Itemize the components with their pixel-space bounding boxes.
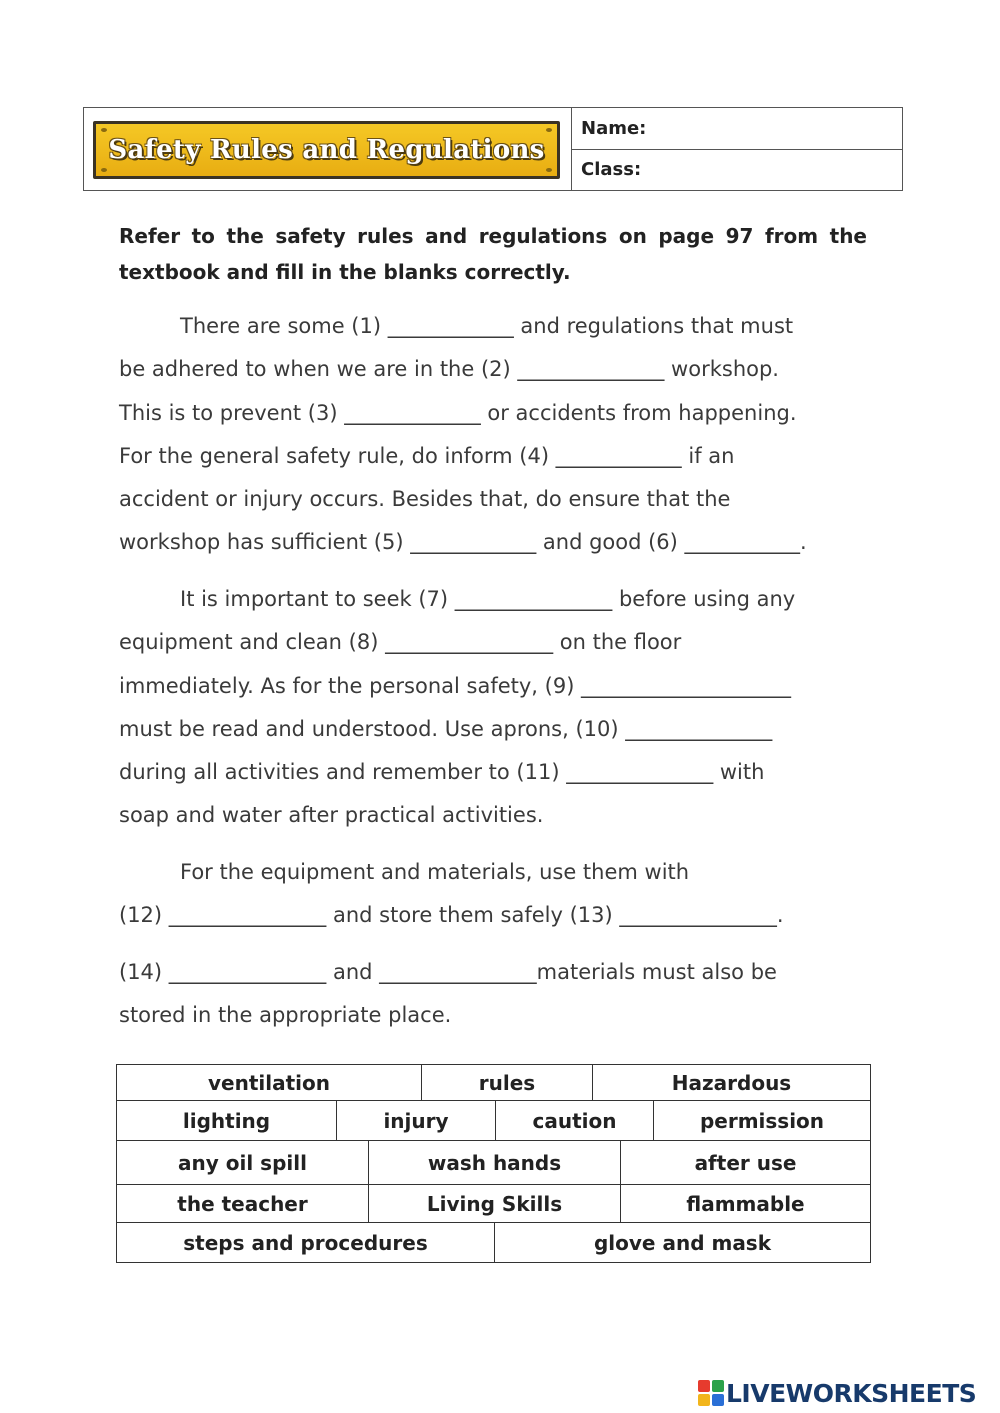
bolt-icon	[546, 128, 552, 132]
word-bank-cell[interactable]: Hazardous	[592, 1065, 870, 1100]
paragraph-line: soap and water after practical activities.	[119, 803, 544, 828]
word-bank-row	[117, 1140, 870, 1184]
paragraph-line: (14) _______________ and _______________materials must also be	[119, 960, 777, 984]
paragraph-line: stored in the appropriate place.	[119, 1003, 452, 1028]
paragraph-1	[119, 305, 879, 565]
word-bank-cell[interactable]: after use	[620, 1141, 870, 1184]
bolt-icon	[101, 168, 107, 172]
word-bank-row	[117, 1184, 870, 1222]
liveworksheets-logo[interactable]	[698, 1376, 976, 1410]
paragraph-line: be adhered to when we are in the (2) ______________ workshop.	[119, 357, 779, 382]
bolt-icon	[546, 168, 552, 172]
word-bank-cell[interactable]: lighting	[182, 1108, 271, 1133]
word-bank-cell[interactable]: wash hands	[368, 1141, 620, 1184]
student-fields	[572, 108, 902, 190]
banner-cell	[84, 108, 572, 190]
name-field[interactable]: Name:	[581, 117, 647, 139]
paragraph-line: For the general safety rule, do inform (4) ____________ if an	[119, 443, 735, 468]
word-bank-cell[interactable]: steps and procedures	[183, 1230, 428, 1255]
paragraph-line: must be read and understood. Use aprons, (10) ______________	[119, 716, 773, 741]
bolt-icon	[101, 128, 107, 132]
paragraph-line: equipment and clean (8) ________________ on the floor	[119, 630, 682, 655]
liveworksheets-icon	[698, 1380, 724, 1406]
paragraph-line: It is important to seek (7) _______________ before using any	[180, 587, 796, 611]
logo-square	[712, 1380, 724, 1392]
paragraph-line: (12) _______________ and store them safely (13) _______________.	[119, 903, 784, 928]
word-bank-cell[interactable]: permission	[653, 1101, 870, 1140]
logo-square	[712, 1394, 724, 1406]
paragraph-line: during all activities and remember to (11) ______________ with	[119, 760, 765, 785]
worksheet-title: Safety Rules and Regulations	[108, 135, 545, 165]
paragraph-line: There are some (1) ____________ and regulations that must	[180, 314, 794, 338]
logo-square	[698, 1394, 710, 1406]
instructions: Refer to the safety rules and regulations on page 97 from the textbook and fill in the blanks correctly.	[119, 224, 867, 284]
word-bank-row	[117, 1065, 870, 1100]
word-bank-cell[interactable]: any oil spill	[178, 1150, 307, 1175]
worksheet-header	[83, 107, 903, 191]
brand-name: LIVEWORKSHEETS	[726, 1378, 977, 1408]
word-bank-cell[interactable]: injury	[336, 1101, 495, 1140]
class-field[interactable]: Class:	[572, 149, 902, 191]
paragraph-line: This is to prevent (3) _____________ or accidents from happening.	[119, 400, 797, 425]
word-bank-cell[interactable]: the teacher	[177, 1191, 308, 1216]
title-banner	[93, 121, 560, 179]
logo-square	[698, 1380, 710, 1392]
paragraph-3	[119, 851, 879, 938]
word-bank-row	[117, 1100, 870, 1140]
word-bank-cell[interactable]: rules	[421, 1065, 592, 1100]
word-bank-row	[117, 1222, 870, 1262]
paragraph-2	[119, 578, 879, 838]
paragraph-line: immediately. As for the personal safety, (9) ____________________	[119, 673, 792, 698]
word-bank-table	[116, 1064, 871, 1263]
word-bank-cell[interactable]: flammable	[620, 1185, 870, 1222]
paragraph-line: accident or injury occurs. Besides that, do ensure that the	[119, 487, 731, 512]
word-bank-cell[interactable]: caution	[495, 1101, 653, 1140]
paragraph-line: workshop has sufficient (5) ____________ and good (6) ___________.	[119, 530, 807, 555]
word-bank-cell[interactable]: Living Skills	[368, 1185, 620, 1222]
word-bank-cell[interactable]: glove and mask	[494, 1223, 870, 1262]
paragraph-line: For the equipment and materials, use them with	[180, 860, 690, 884]
paragraph-4	[119, 951, 879, 1038]
word-bank-cell[interactable]: ventilation	[207, 1070, 330, 1095]
